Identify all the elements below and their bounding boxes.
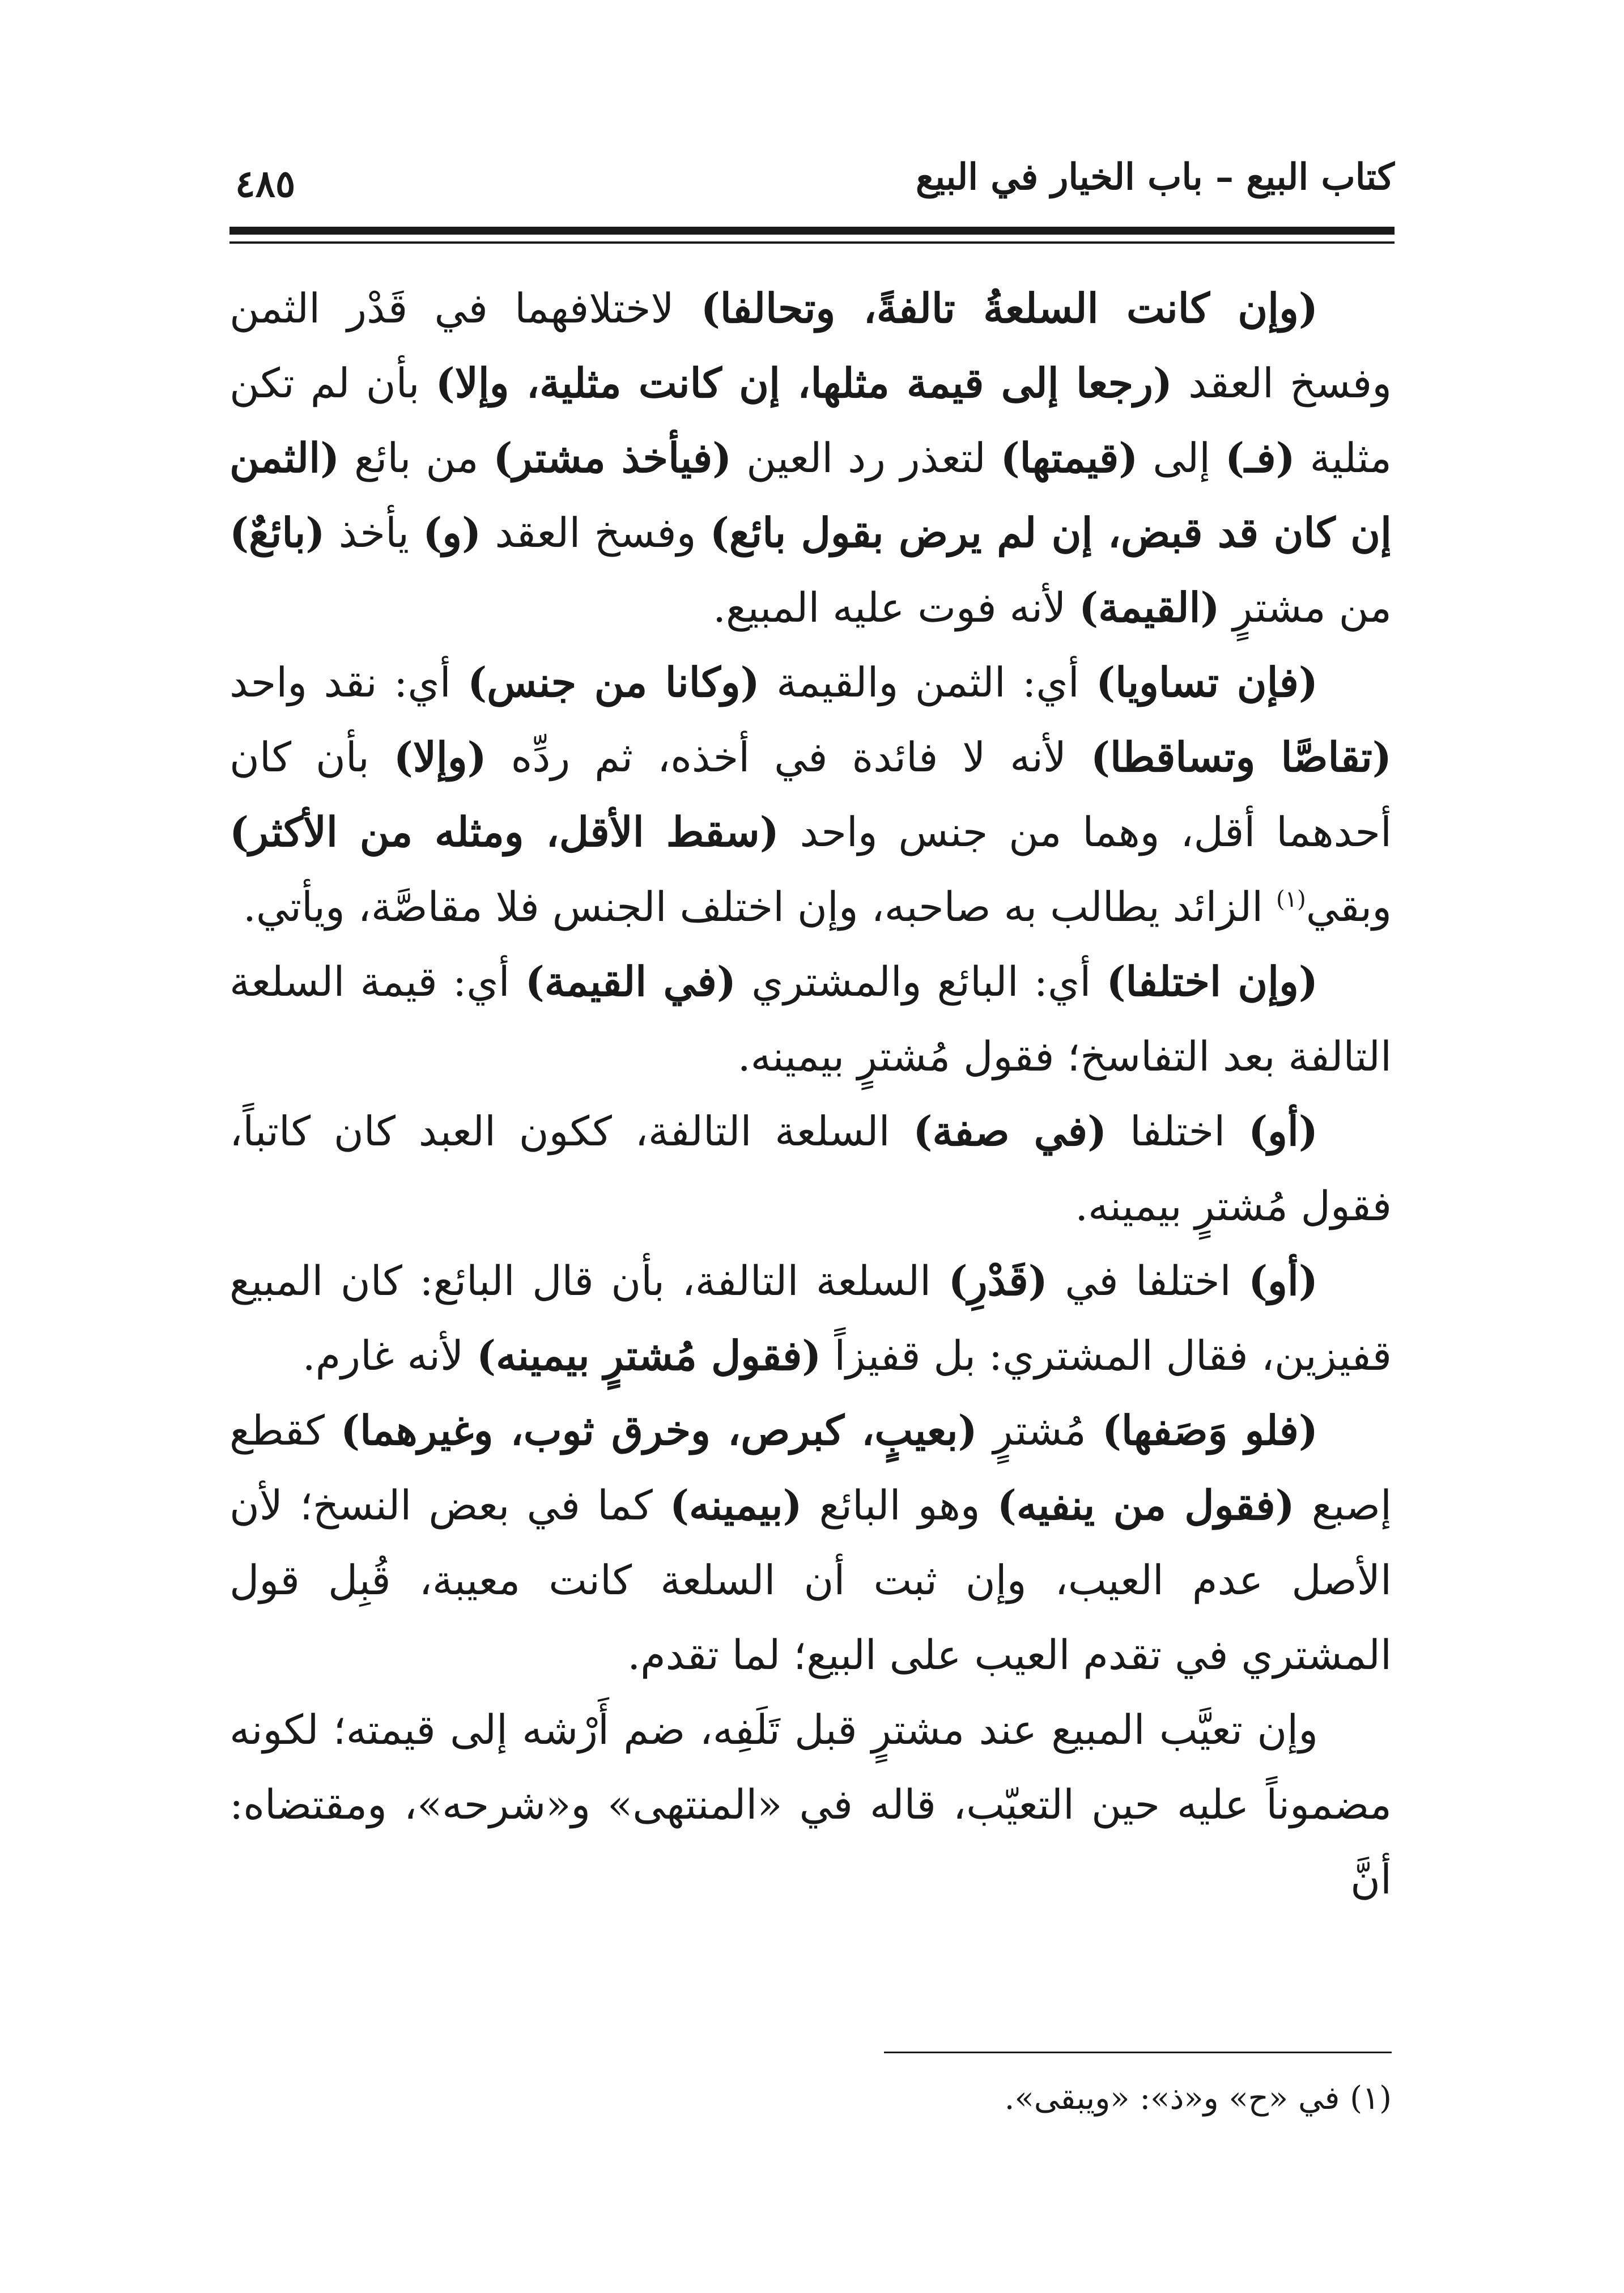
matn-text: (في صفة) xyxy=(913,1107,1107,1155)
footnote-separator xyxy=(884,2052,1392,2053)
paragraph xyxy=(229,271,1392,645)
header-rule-thin xyxy=(229,241,1395,244)
sharh-text: كقطع إصبع xyxy=(229,1407,1392,1529)
sharh-text: أي: البائع والمشتري xyxy=(736,958,1107,1005)
sharh-text: لأنه لا فائدة في أخذه، ثم ردِّه xyxy=(486,733,1091,781)
footnote: (١) في «ح» و«ذ»: «ويبقى». xyxy=(1004,2080,1392,2117)
matn-text: (قَدْرِ) xyxy=(948,1256,1048,1305)
paragraph xyxy=(229,1243,1392,1393)
matn-text: (في القيمة) xyxy=(525,957,736,1005)
matn-text: (وإن كانت السلعةُ تالفةً، وتحالفا) xyxy=(700,284,1318,332)
matn-text: (الثمن إن كان قد قبض، إن لم يرض بقول بائع) xyxy=(229,434,1392,557)
sharh-text: بأن كان أحدهما أقل، وهما من جنس واحد xyxy=(229,733,1392,856)
sharh-text: لأنه فوت عليه المبيع. xyxy=(713,584,1079,631)
main-text xyxy=(229,271,1392,1917)
matn-text: (بعيبٍ، كبرص، وخرق ثوب، وغيرهما) xyxy=(341,1406,977,1454)
matn-text: (رجعا إلى قيمة مثلها، إن كانت مثلية، وإلا) xyxy=(435,359,1172,407)
sharh-text: السلعة التالفة، بأن قال البائع: كان المبيع قفيزين، فقال المشتري: بل قفيزاً xyxy=(229,1257,1392,1379)
sharh-text: يأخذ xyxy=(325,509,423,557)
sharh-text: وإن تعيَّب المبيع عند مشترٍ قبل تَلَفِه، ضم أَرْشه إلى قيمته؛ لكونه مضموناً عليه حين التعيّب، قاله في «المنتهى» و«شرحه»، ومقتضاه: أنَّ xyxy=(229,1706,1392,1903)
sharh-text: إلى xyxy=(1138,434,1226,482)
sharh-text: أي: قيمة السلعة التالفة بعد التفاسخ؛ فقول مُشترٍ بيمينه. xyxy=(229,958,1392,1080)
sharh-text: أي: نقد واحد xyxy=(229,659,468,706)
paragraph xyxy=(229,1692,1392,1917)
sharh-text: أي: الثمن والقيمة xyxy=(759,659,1096,706)
sharh-text: وبقي xyxy=(1306,883,1392,931)
paragraph xyxy=(229,1094,1392,1243)
matn-text: (و) xyxy=(423,508,482,557)
matn-text: (وكانا من جنس) xyxy=(467,658,760,706)
sharh-text: لاختلافهما في قَدْر الثمن وفسخ العقد xyxy=(229,284,1392,407)
matn-text: (قيمتها) xyxy=(1000,434,1138,482)
matn-text: (أو) xyxy=(1248,1107,1318,1155)
matn-text: (فقول مُشترٍ بيمينه) xyxy=(477,1331,822,1379)
sharh-text: اختلفا في xyxy=(1047,1257,1249,1305)
sharh-text: من مشترٍ xyxy=(1219,584,1392,631)
matn-text: (فإن تساويا) xyxy=(1096,658,1318,706)
sharh-text: كما في بعض النسخ؛ لأن الأصل عدم العيب، وإن ثبت أن السلعة كانت معيبة، قُبِل قول المشتري في تقدم العيب على البيع؛ لما تقدم. xyxy=(229,1481,1392,1679)
matn-text: (وإن اختلفا) xyxy=(1106,957,1318,1005)
matn-text: (أو) xyxy=(1248,1256,1318,1305)
matn-text: (وإلا) xyxy=(393,733,487,781)
sharh-text: مُشترٍ xyxy=(977,1407,1102,1454)
sharh-text: السلعة التالفة، ككون العبد كان كاتباً، فقول مُشترٍ بيمينه. xyxy=(229,1107,1392,1230)
sharh-text: اختلفا xyxy=(1107,1107,1249,1155)
footnote-marker[interactable]: (١) xyxy=(1276,886,1306,912)
matn-text: (فيأخذ مشتر) xyxy=(493,434,732,482)
running-title: كتاب البيع – باب الخيار في البيع xyxy=(916,156,1395,198)
sharh-text: لأنه غارم. xyxy=(302,1332,477,1379)
matn-text: (فقول من ينفيه) xyxy=(997,1481,1295,1529)
sharh-text: الزائد يطالب به صاحبه، وإن اختلف الجنس فلا مقاصَّة، ويأتي. xyxy=(243,883,1277,931)
sharh-text: وهو البائع xyxy=(802,1481,997,1529)
sharh-text: بأن لم تكن مثلية xyxy=(229,359,1392,482)
matn-text: (سقط الأقل، ومثله من الأكثر) xyxy=(229,808,779,856)
matn-text: (فلو وَصَفها) xyxy=(1102,1406,1318,1454)
paragraph xyxy=(229,1393,1392,1692)
matn-text: (تقاصَّا وتساقطا) xyxy=(1090,733,1392,781)
matn-text: (بائعٌ) xyxy=(229,508,325,557)
matn-text: (فـ) xyxy=(1225,434,1295,482)
page-number: ٤٨٥ xyxy=(235,162,296,206)
paragraph xyxy=(229,944,1392,1094)
matn-text: (القيمة) xyxy=(1079,583,1220,631)
matn-text: (بيمينه) xyxy=(669,1481,802,1529)
sharh-text: لتعذر رد العين xyxy=(732,434,1001,482)
sharh-text: من بائع xyxy=(339,434,494,482)
paragraph xyxy=(229,645,1392,944)
sharh-text: وفسخ العقد xyxy=(481,509,710,557)
header-rule-thick xyxy=(229,227,1395,235)
